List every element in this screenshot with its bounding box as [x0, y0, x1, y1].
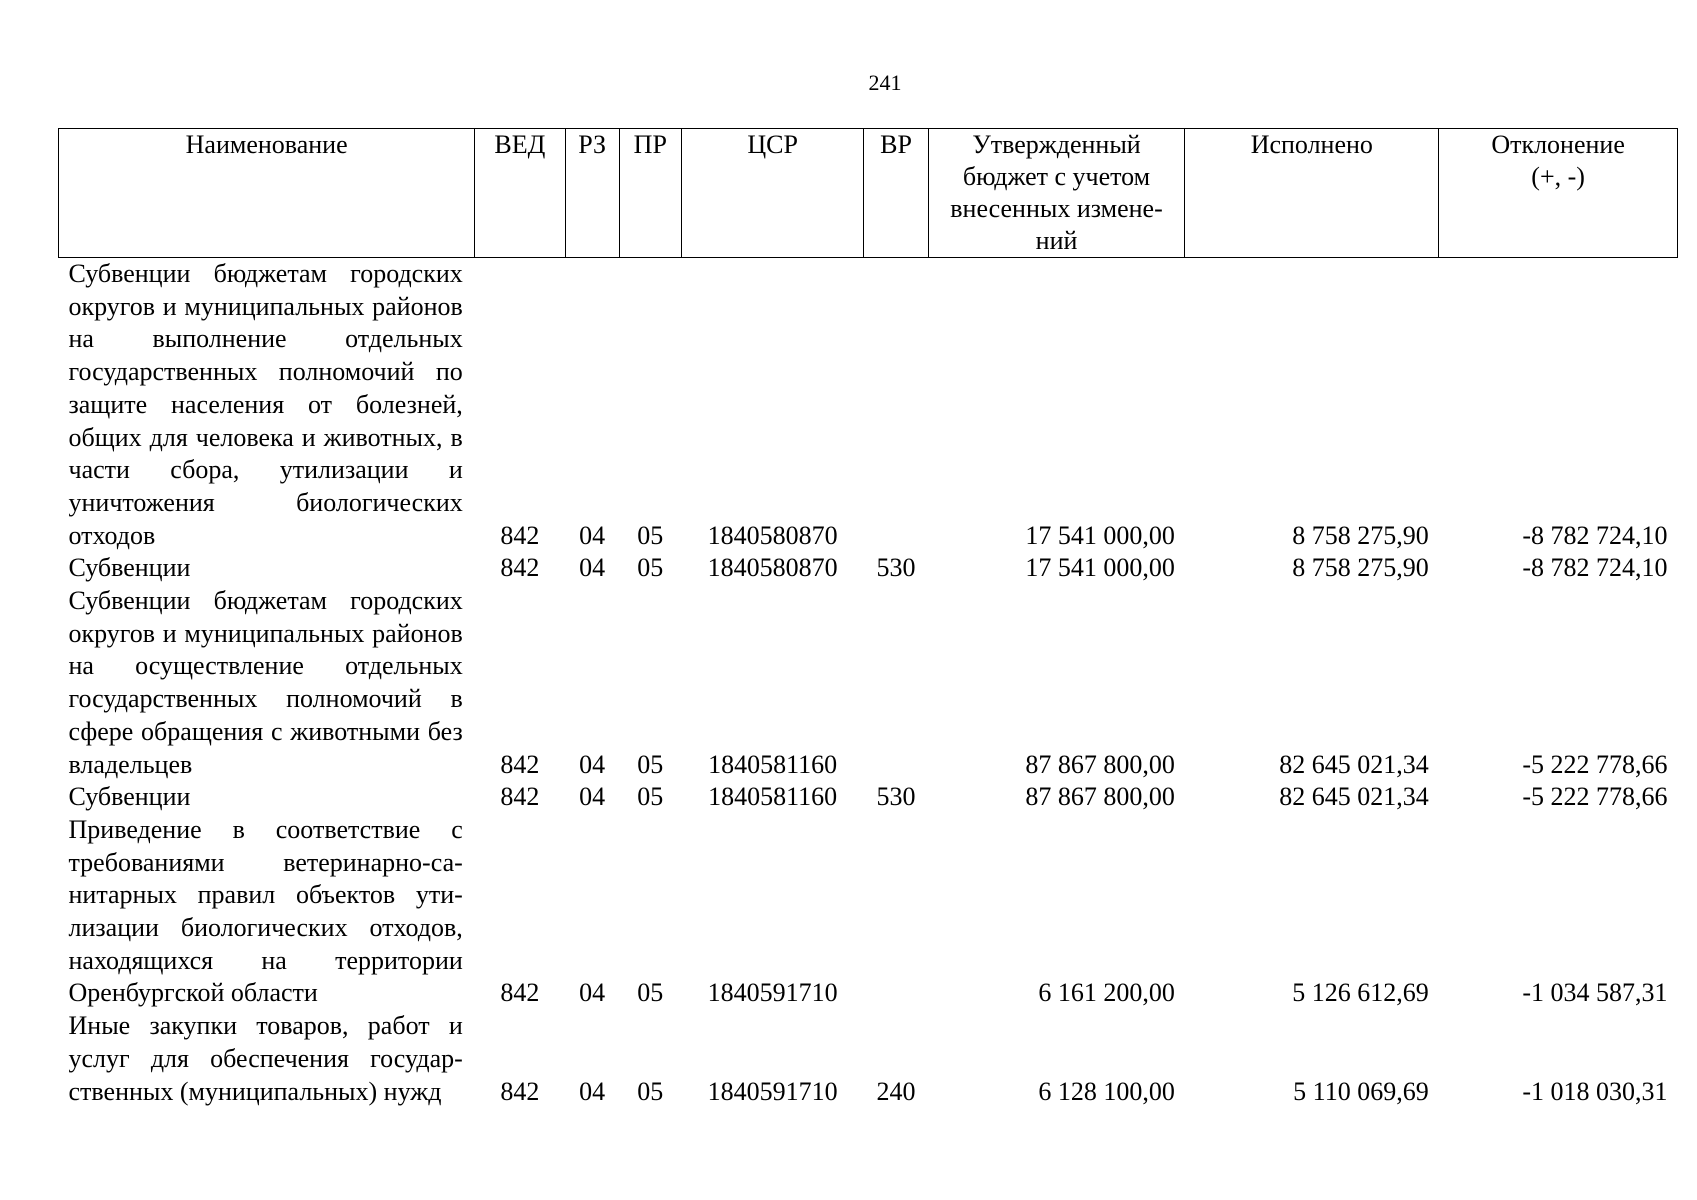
row-ved: 842	[500, 520, 540, 550]
row-executed: 5 126 612,69	[1292, 978, 1429, 1008]
row-approved: 87 867 800,00	[1025, 782, 1175, 812]
row-pr: 05	[637, 520, 664, 550]
row-rz: 04	[579, 749, 606, 779]
row-approved: 87 867 800,00	[1025, 749, 1175, 779]
row-executed: 8 758 275,90	[1292, 553, 1429, 583]
row-csr: 1840581160	[708, 782, 838, 812]
row-rz: 04	[579, 1076, 606, 1106]
row-vr: 530	[876, 782, 916, 812]
row-pr: 05	[637, 749, 664, 779]
row-csr: 1840580870	[707, 520, 838, 550]
row-name: Субвенции бюджетам городских округов и муниципальных районов на осуществление отдельных государственных полномочий в сфере обращения с животными без владельцев	[68, 586, 463, 779]
header-vr: ВР	[864, 129, 928, 258]
row-ved: 842	[500, 978, 540, 1008]
table-row	[59, 781, 1678, 814]
row-deviation: -1 034 587,31	[1522, 978, 1668, 1008]
row-name: Субвенции	[68, 553, 191, 583]
table-row	[59, 258, 1678, 553]
row-executed: 5 110 069,69	[1293, 1076, 1429, 1106]
header-approved-budget: Утвержденный бюджет с учетом внесенных изменений	[928, 129, 1185, 258]
row-rz: 04	[579, 782, 606, 812]
row-csr: 1840591710	[707, 978, 838, 1008]
row-ved: 842	[500, 553, 540, 583]
header-executed: Исполнено	[1185, 129, 1439, 258]
row-ved: 842	[500, 1076, 540, 1106]
row-vr	[864, 258, 928, 553]
budget-table	[58, 128, 1678, 1108]
row-name: Субвенции	[68, 782, 191, 812]
header-rz: РЗ	[565, 129, 619, 258]
header-pr: ПР	[619, 129, 681, 258]
row-approved: 17 541 000,00	[1025, 520, 1175, 550]
row-executed: 82 645 021,34	[1279, 749, 1429, 779]
row-deviation: -5 222 778,66	[1522, 782, 1668, 812]
table-row	[59, 552, 1678, 585]
table-row	[59, 814, 1678, 1010]
row-ved: 842	[500, 782, 540, 812]
row-rz: 04	[579, 520, 606, 550]
header-deviation: Отклонение (+, -)	[1439, 129, 1678, 258]
row-name: Субвенции бюджетам городских округов и муниципальных районов на выполнение отдельных государственных полномочий по защите населения от болезней, общих для человека и животных, в части сбора, утилизации и уничтожения биологических отходов	[68, 259, 463, 550]
row-pr: 05	[637, 782, 664, 812]
row-deviation: -8 782 724,10	[1522, 553, 1668, 583]
row-pr: 05	[637, 1076, 664, 1106]
row-pr: 05	[637, 553, 664, 583]
table-row	[59, 585, 1678, 781]
row-executed: 82 645 021,34	[1279, 782, 1429, 812]
row-approved: 6 161 200,00	[1038, 978, 1175, 1008]
row-deviation: -8 782 724,10	[1522, 520, 1668, 550]
row-pr: 05	[637, 978, 664, 1008]
header-ved: ВЕД	[475, 129, 565, 258]
row-rz: 04	[579, 553, 606, 583]
row-approved: 6 128 100,00	[1038, 1076, 1175, 1106]
row-csr: 1840581160	[708, 749, 838, 779]
row-deviation: -5 222 778,66	[1522, 749, 1668, 779]
row-executed: 8 758 275,90	[1292, 520, 1429, 550]
header-name: Наименование	[59, 129, 475, 258]
row-vr: 240	[876, 1076, 916, 1106]
table-header-row	[59, 129, 1678, 258]
row-csr: 1840580870	[707, 553, 838, 583]
row-ved: 842	[500, 749, 540, 779]
row-approved: 17 541 000,00	[1025, 553, 1175, 583]
row-rz: 04	[579, 978, 606, 1008]
table-row	[59, 1010, 1678, 1108]
row-vr	[864, 814, 928, 1010]
row-deviation: -1 018 030,31	[1522, 1076, 1668, 1106]
header-csr: ЦСР	[681, 129, 864, 258]
row-vr: 530	[876, 553, 916, 583]
row-csr: 1840591710	[707, 1076, 838, 1106]
page-number: 241	[868, 70, 902, 95]
row-name: Приведение в соответствие с требованиями ветеринарно-санитарных правил объектов утилизации биологических отходов, находящихся на территории Оренбургской области	[68, 814, 463, 1008]
row-name: Иные закупки товаров, работ и услуг для обеспечения государственных (муниципальных) нужд	[68, 1011, 463, 1106]
row-vr	[864, 585, 928, 781]
